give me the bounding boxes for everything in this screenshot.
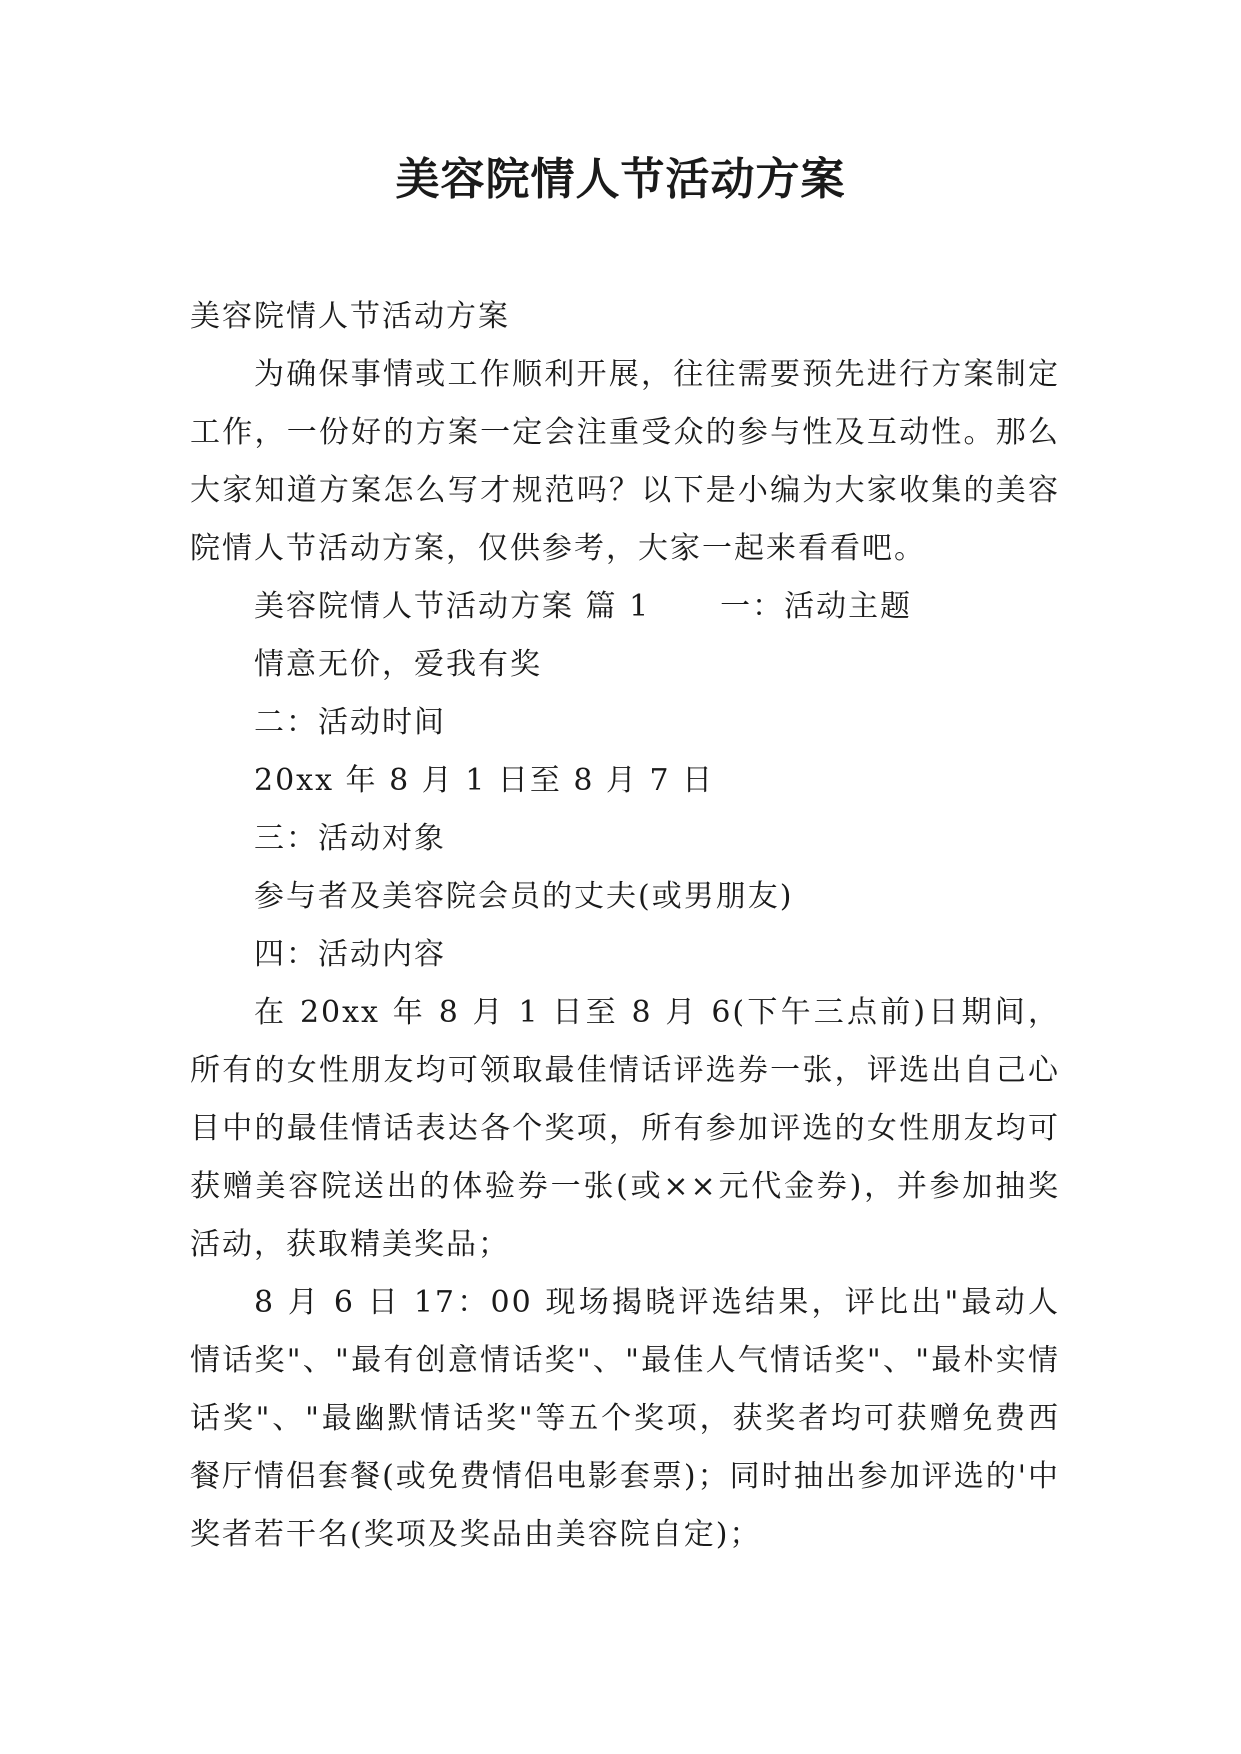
target-text: 参与者及美容院会员的丈夫(或男朋友) — [254, 879, 794, 914]
target-heading: 三：活动对象 — [254, 821, 446, 856]
intro-paragraph: 为确保事情或工作顺利开展，往往需要预先进行方案制定工作，一份好的方案一定会注重受众的参与性及互动性。那么大家知道方案怎么写才规范吗？以下是小编为大家收集的美容院情人节活动方案，仅供参考，大家一起来看看吧。 — [190, 357, 1060, 566]
section-heading-title: 美容院情人节活动方案 篇 1 — [254, 589, 651, 624]
section-heading-line — [190, 578, 1060, 636]
document-body — [190, 288, 1060, 1564]
content-heading: 四：活动内容 — [254, 937, 446, 972]
document-title: 美容院情人节活动方案 — [395, 154, 846, 205]
theme-heading: 一：活动主题 — [720, 589, 913, 624]
content-paragraph-2: 8 月 6 日 17：00 现场揭晓评选结果，评比出"最动人情话奖"、"最有创意情话奖"、"最佳人气情话奖"、"最朴实情话奖"、"最幽默情话奖"等五个奖项，获奖者均可获赠免费西餐厅情侣套餐(或免费情侣电影套票)；同时抽出参加评选的'中奖者若干名(奖项及奖品由美容院自定)； — [190, 1285, 1060, 1552]
time-heading: 二：活动时间 — [254, 705, 446, 740]
content-paragraph-1: 在 20xx 年 8 月 1 日至 8 月 6(下午三点前)日期间，所有的女性朋友均可领取最佳情话评选券一张，评选出自己心目中的最佳情话表达各个奖项，所有参加评选的女性朋友均可获赠美容院送出的体验券一张(或××元代金券)，并参加抽奖活动，获取精美奖品； — [190, 995, 1060, 1262]
document-subtitle: 美容院情人节活动方案 — [190, 299, 510, 334]
time-text: 20xx 年 8 月 1 日至 8 月 7 日 — [254, 763, 715, 798]
theme-text: 情意无价，爱我有奖 — [254, 647, 542, 682]
